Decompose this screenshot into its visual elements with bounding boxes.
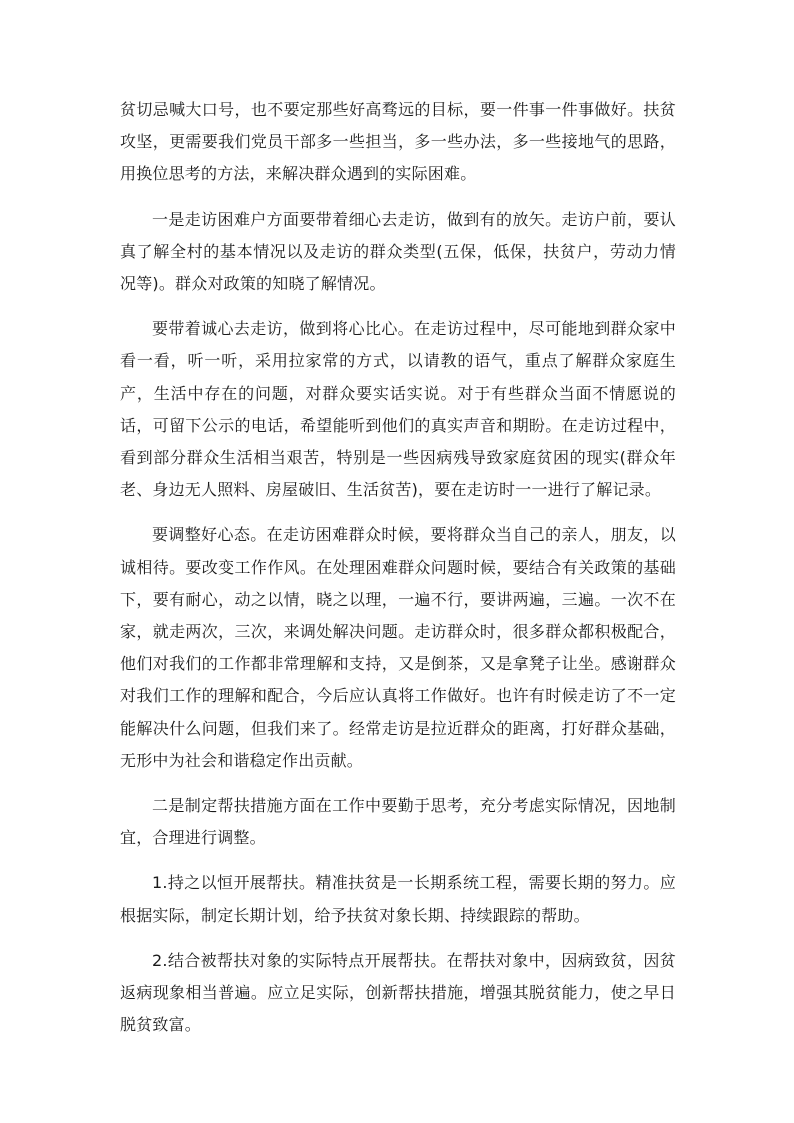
paragraph-adjust-mindset: 要调整好心态。在走访困难群众时候，要将群众当自己的亲人，朋友，以诚相待。要改变工作作风。在处理困难群众问题时候，要结合有关政策的基础下，要有耐心，动之以情，晓之以理，一遍不行，要讲两遍，三遍。一次不在家，就走两次，三次，来调处解决问题。走访群众时，很多群众都积极配合，他们对我们的工作都非常理解和支持，又是倒茶，又是拿凳子让坐。感谢群众对我们工作的理解和配合，今后应认真将工作做好。也许有时候走访了不一定能解决什么问题，但我们来了。经常走访是拉近群众的距离，打好群众基础，无形中为社会和谐稳定作出贡献。 xyxy=(120,525,676,770)
paragraph-visit-households: 一是走访困难户方面要带着细心去走访，做到有的放矢。走访户前，要认真了解全村的基本情况以及走访的群众类型(五保，低保，扶贫户，劳动力情况等)。群众对政策的知晓了解情况。 xyxy=(120,209,676,294)
document-body xyxy=(120,94,676,1054)
paragraph-continuation: 贫切忌喊大口号，也不要定那些好高骛远的目标，要一件事一件事做好。扶贫攻坚，更需要我们党员干部多一些担当，多一些办法，多一些接地气的思路，用换位思考的方法，来解决群众遇到的实际困难。 xyxy=(120,100,676,184)
paragraph-visit-sincerely: 要带着诚心去走访，做到将心比心。在走访过程中，尽可能地到群众家中看一看，听一听，采用拉家常的方式，以请教的语气，重点了解群众家庭生产，生活中存在的问题，对群众要实话实说。对于有些群众当面不情愿说的话，可留下公示的电话，希望能听到他们的真实声音和期盼。在走访过程中，看到部分群众生活相当艰苦，特别是一些因病残导致家庭贫困的现实(群众年老、身边无人照料、房屋破旧、生活贫苦)，要在走访时一一进行了解记录。 xyxy=(120,319,676,500)
paragraph-assistance-measures: 二是制定帮扶措施方面在工作中要勤于思考，充分考虑实际情况，因地制宜，合理进行调整。 xyxy=(120,796,676,848)
paragraph-item-1: 1.持之以恒开展帮扶。精准扶贫是一长期系统工程，需要长期的努力。应根据实际，制定长期计划，给予扶贫对象长期、持续跟踪的帮助。 xyxy=(120,873,676,925)
paragraph-item-2: 2.结合被帮扶对象的实际特点开展帮扶。在帮扶对象中，因病致贫，因贫返病现象相当普遍。应立足实际，创新帮扶措施，增强其脱贫能力，使之早日脱贫致富。 xyxy=(120,950,676,1035)
